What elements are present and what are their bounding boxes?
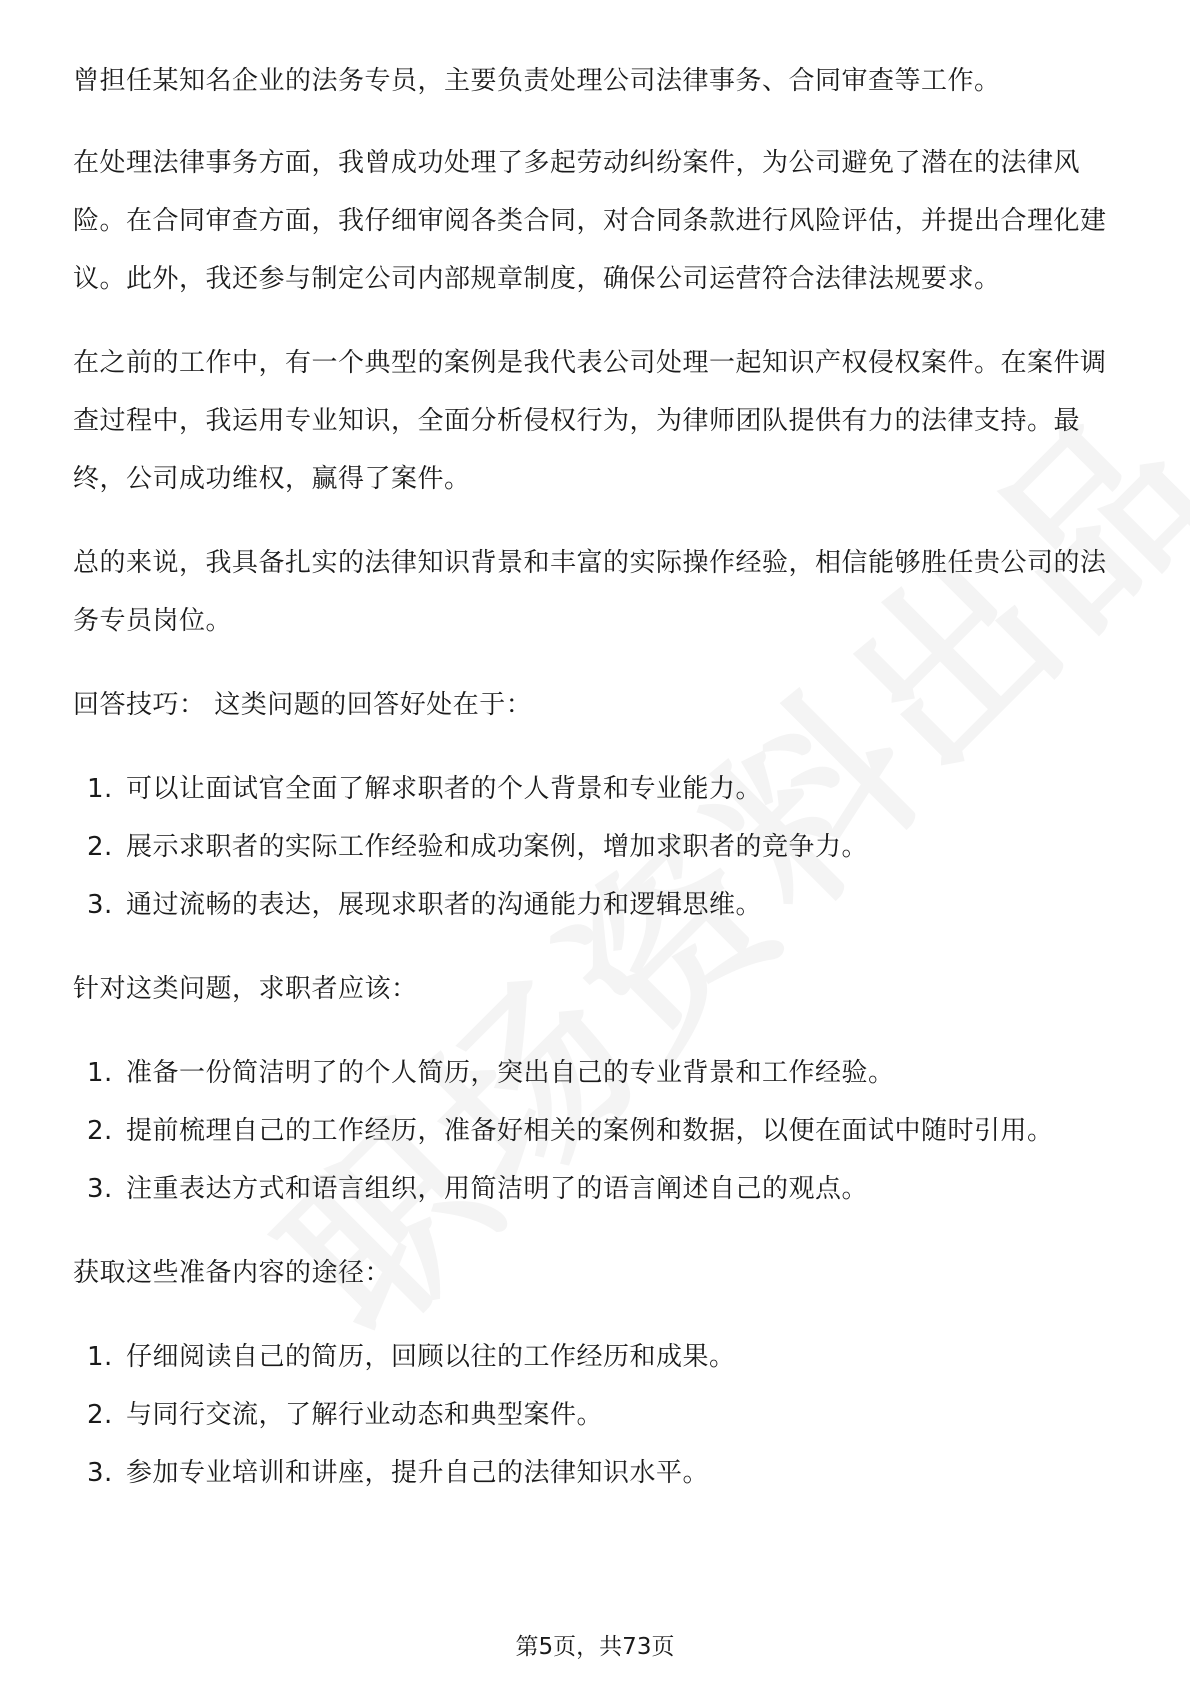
list-item-text: 仔细阅读自己的简历，回顾以往的工作经历和成果。: [126, 1342, 736, 1372]
list-item: [73, 760, 1123, 818]
list-item-text: 展示求职者的实际工作经验和成功案例，增加求职者的竞争力。: [126, 832, 869, 862]
list-item-text: 参加专业培训和讲座，提升自己的法律知识水平。: [126, 1458, 710, 1488]
list-item: [73, 1386, 1123, 1444]
list-number: 2.: [87, 832, 113, 862]
list-item: [73, 1044, 1123, 1102]
ways-heading: 获取这些准备内容的途径：: [73, 1258, 392, 1288]
list-number: 3.: [87, 1174, 113, 1204]
tips-list: [73, 760, 1123, 934]
list-item-text: 可以让面试官全面了解求职者的个人背景和专业能力。: [126, 774, 763, 804]
paragraph-case-example: 在之前的工作中，有一个典型的案例是我代表公司处理一起知识产权侵权案件。在案件调查过程中，我运用专业知识，全面分析侵权行为，为律师团队提供有力的法律支持。最终，公司成功维权，赢得了案件。: [73, 348, 1107, 494]
list-item-text: 注重表达方式和语言组织，用简洁明了的语言阐述自己的观点。: [126, 1174, 869, 1204]
document-body: [73, 52, 1123, 1528]
list-number: 1.: [87, 774, 113, 804]
list-number: 2.: [87, 1116, 113, 1146]
paragraph-summary: 总的来说，我具备扎实的法律知识背景和丰富的实际操作经验，相信能够胜任贵公司的法务专员岗位。: [73, 548, 1107, 636]
list-item: [73, 876, 1123, 934]
should-heading: 针对这类问题，求职者应该：: [73, 974, 418, 1004]
page-footer: 第5页，共73页: [515, 1634, 675, 1660]
list-number: 2.: [87, 1400, 113, 1430]
list-item-text: 通过流畅的表达，展现求职者的沟通能力和逻辑思维。: [126, 890, 763, 920]
list-item: [73, 1444, 1123, 1502]
list-item-text: 与同行交流，了解行业动态和典型案件。: [126, 1400, 604, 1430]
list-item: [73, 1328, 1123, 1386]
list-number: 1.: [87, 1342, 113, 1372]
should-list: [73, 1044, 1123, 1218]
paragraph-experience: 曾担任某知名企业的法务专员，主要负责处理公司法律事务、合同审查等工作。: [73, 66, 1001, 96]
list-item: [73, 1102, 1123, 1160]
list-number: 3.: [87, 890, 113, 920]
list-item: [73, 1160, 1123, 1218]
tips-heading: 回答技巧： 这类问题的回答好处在于：: [73, 690, 533, 720]
list-item: [73, 818, 1123, 876]
list-item-text: 准备一份简洁明了的个人简历，突出自己的专业背景和工作经验。: [126, 1058, 895, 1088]
list-item-text: 提前梳理自己的工作经历，准备好相关的案例和数据，以便在面试中随时引用。: [126, 1116, 1054, 1146]
ways-list: [73, 1328, 1123, 1502]
paragraph-legal-affairs: 在处理法律事务方面，我曾成功处理了多起劳动纠纷案件，为公司避免了潜在的法律风险。在合同审查方面，我仔细审阅各类合同，对合同条款进行风险评估，并提出合理化建议。此外，我还参与制定公司内部规章制度，确保公司运营符合法律法规要求。: [73, 148, 1107, 294]
list-number: 1.: [87, 1058, 113, 1088]
list-number: 3.: [87, 1458, 113, 1488]
